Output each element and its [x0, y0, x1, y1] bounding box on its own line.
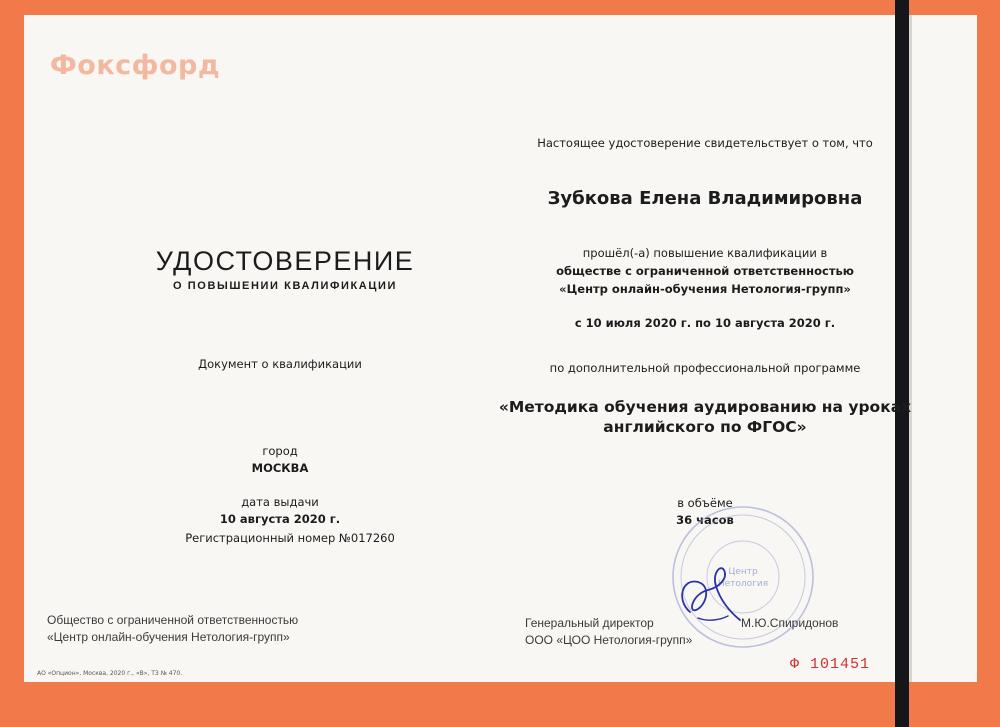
recipient-name: Зубкова Елена Владимировна [547, 188, 863, 209]
orange-border-right [977, 0, 1000, 727]
program-title-line-1: «Методика обучения аудированию на уроках [498, 398, 912, 416]
program-title-line-2: английского по ФГОС» [603, 418, 807, 436]
foxford-logo: Фоксфорд [50, 50, 221, 81]
director-name: М.Ю.Спиридонов [741, 616, 839, 630]
passed-line-2: обществе с ограниченной ответственностью [556, 264, 854, 278]
passed-line-1: прошёл(-а) повышение квалификации в [582, 246, 828, 260]
volume-label: в объёме [677, 496, 733, 510]
city-value: МОСКВА [251, 461, 309, 475]
orange-border-top [0, 0, 1000, 15]
certificate-intro: Настоящее удостоверение свидетельствует о том, что [537, 136, 873, 150]
passed-line-3: «Центр онлайн-обучения Нетология-групп» [559, 282, 851, 296]
seal-text-1: Центр [728, 567, 758, 577]
printer-note: АО «Опцион», Москва, 2020 г., «В», ТЗ № 470. [37, 670, 183, 677]
binding-edge [909, 15, 912, 682]
orange-border-left [0, 0, 24, 727]
issue-date-value: 10 августа 2020 г. [219, 512, 341, 526]
director-title: Генеральный директор [525, 616, 654, 630]
volume-value: 36 часов [676, 513, 734, 527]
document-subtitle: О ПОВЫШЕНИИ КВАЛИФИКАЦИИ [172, 280, 397, 292]
paper-area [24, 15, 977, 682]
orange-border-bottom [0, 682, 1000, 727]
issuer-org-line1: Общество с ограниченной ответственностью [47, 613, 299, 627]
city-label: город [262, 444, 298, 458]
binding-spine [895, 0, 909, 727]
director-organization: ООО «ЦОО Нетология-групп» [525, 633, 693, 647]
document-title: УДОСТОВЕРЕНИЕ [155, 246, 415, 276]
program-label: по дополнительной профессиональной программе [549, 361, 861, 375]
issuer-org-line2: «Центр онлайн-обучения Нетология-групп» [47, 630, 290, 644]
document-type: Документ о квалификации [198, 357, 362, 371]
training-period: с 10 июля 2020 г. по 10 августа 2020 г. [574, 316, 836, 330]
seal-text-2: Нетология [717, 579, 769, 589]
issue-date-label: дата выдачи [241, 495, 319, 509]
serial-number: Ф 101451 [790, 656, 871, 673]
registration-number: Регистрационный номер №017260 [185, 531, 395, 545]
director-signature [668, 560, 748, 630]
